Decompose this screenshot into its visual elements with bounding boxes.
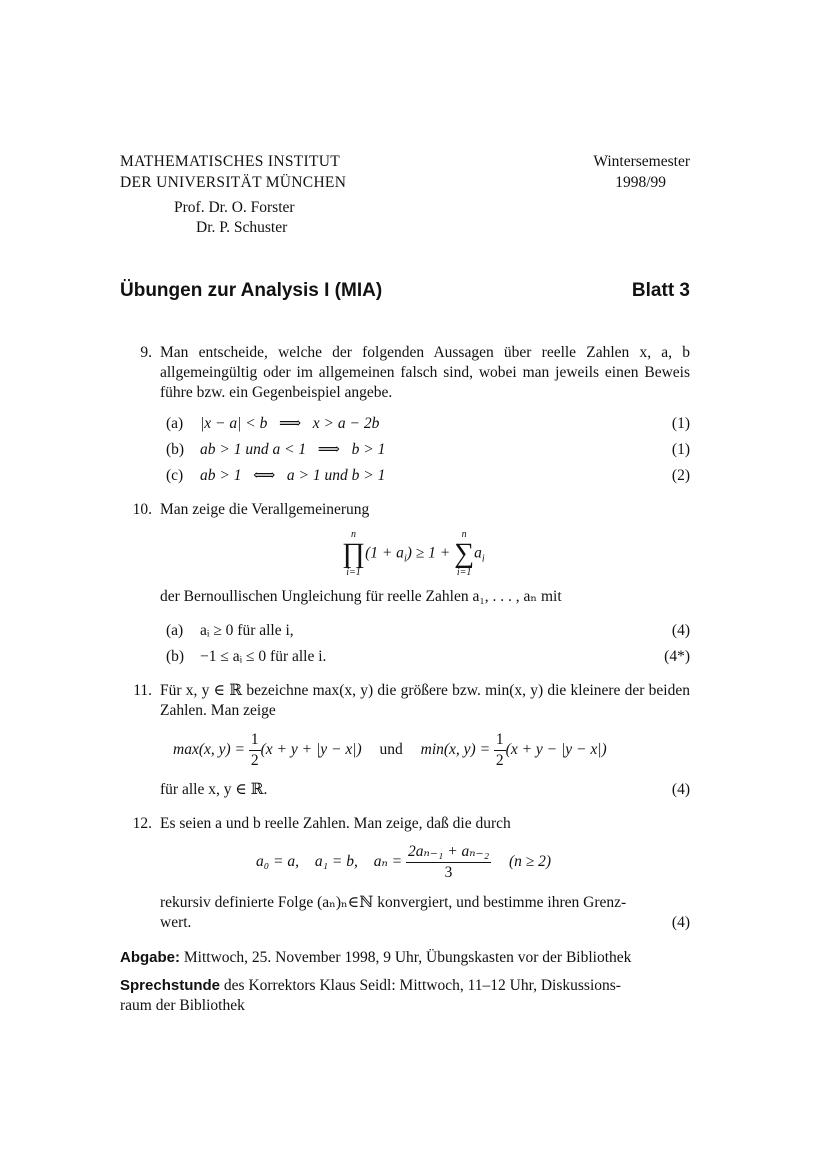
- exercise-10-text: Man zeige die Verallgemeinerung: [160, 501, 370, 518]
- semester-label: Wintersemester: [593, 153, 690, 170]
- exercise-10b-label: (b): [166, 648, 185, 665]
- exercise-12-text-2: rekursiv definierte Folge (aₙ)ₙ∈ℕ konvergiert, und bestimme ihren Grenz-: [160, 894, 627, 911]
- recurrence-formula: a₀ = a, a₁ = b, aₙ = $\frac{\text{2aₙ₋₁ + aₙ₋₂}}{3}$ (n ≥ 2): [256, 843, 552, 882]
- sheet-number: Blatt 3: [631, 280, 690, 301]
- exercise-9b-math: ab > 1 und a < 1 ⟹ b > 1: [200, 441, 386, 458]
- exercise-9-number: 9.: [140, 344, 152, 361]
- exercise-11-text: Für x, y ∈ ℝ bezeichne max(x, y) die größere bzw. min(x, y) die kleinere der beiden Zahlen. Man zeige: [160, 682, 690, 719]
- office-hours-text-2: raum der Bibliothek: [120, 997, 245, 1014]
- exercise-12-text: Es seien a und b reelle Zahlen. Man zeige, daß die durch: [160, 815, 511, 832]
- exercise-10b-math: −1 ≤ aᵢ ≤ 0 für alle i.: [200, 648, 327, 665]
- submission-info: [120, 948, 631, 968]
- exercise-9c-math: ab > 1 ⟺ a > 1 und b > 1: [200, 467, 386, 484]
- exercise-9a-points: (1): [671, 415, 690, 432]
- exercise-10a-label: (a): [166, 622, 184, 639]
- product-operator: n ∏ i=1: [342, 529, 366, 578]
- exercise-12-text-3: wert.: [160, 914, 192, 931]
- exercise-9-text: Man entscheide, welche der folgenden Aussagen über reelle Zahlen x, a, b allgemeingültig oder im allgemeinen falsch sind, wobei man jeweils einen Beweis führe bzw. ein Gegenbeispiel angebe.: [160, 344, 690, 401]
- exercise-12-points: (4): [671, 914, 690, 931]
- sum-operator: n ∑ i=1: [454, 529, 475, 578]
- assistant-name: Dr. P. Schuster: [196, 219, 288, 236]
- institute-line-2: DER UNIVERSITÄT MÜNCHEN: [120, 174, 347, 191]
- exercise-9c-points: (2): [671, 467, 690, 484]
- exercise-9c-label: (c): [166, 467, 184, 484]
- exercise-9b-points: (1): [671, 441, 690, 458]
- max-min-formula: max(x, y) = $\frac{1}{2}$ (x + y + |y − x|) und min(x, y) = $\frac{1}{2}$ (x + y − |y − x|): [173, 731, 607, 770]
- exercise-10b-points: (4*): [664, 648, 690, 665]
- exercise-9a-math: |x − a| < b ⟹ x > a − 2b: [200, 415, 380, 432]
- exercise-11-number: 11.: [133, 682, 152, 699]
- submission-label: Abgabe:: [120, 949, 180, 966]
- office-hours-label: Sprechstunde: [120, 977, 221, 994]
- exercise-11-text-2: für alle x, y ∈ ℝ.: [160, 781, 268, 798]
- exercise-10a-points: (4): [671, 622, 690, 639]
- exercise-9b-label: (b): [166, 441, 185, 458]
- institute-line-1: MATHEMATISCHES INSTITUT: [120, 153, 341, 170]
- exercise-12-number: 12.: [132, 815, 152, 832]
- exercise-9a-label: (a): [166, 415, 184, 432]
- semester-year: 1998/99: [615, 174, 666, 191]
- exercise-10-text-2: der Bernoullischen Ungleichung für reelle Zahlen a₁, . . . , aₙ mit: [160, 588, 562, 605]
- exercise-10-number: 10.: [132, 501, 152, 518]
- exercise-11-points: (4): [671, 781, 690, 798]
- page-title: Übungen zur Analysis I (MIA): [120, 280, 383, 301]
- professor-name: Prof. Dr. O. Forster: [174, 199, 295, 216]
- bernoulli-formula: n ∏ i=1 $(1 + a_i) \ge 1$ + n ∑ i=1 $a_i$: [342, 529, 485, 578]
- office-hours-text: des Korrektors Klaus Seidl: Mittwoch, 11–12 Uhr, Diskussions-: [223, 977, 621, 994]
- office-hours-info: [120, 976, 621, 996]
- submission-text: Mittwoch, 25. November 1998, 9 Uhr, Übungskasten vor der Bibliothek: [183, 949, 632, 966]
- exercise-10a-math: aᵢ ≥ 0 für alle i,: [200, 622, 294, 639]
